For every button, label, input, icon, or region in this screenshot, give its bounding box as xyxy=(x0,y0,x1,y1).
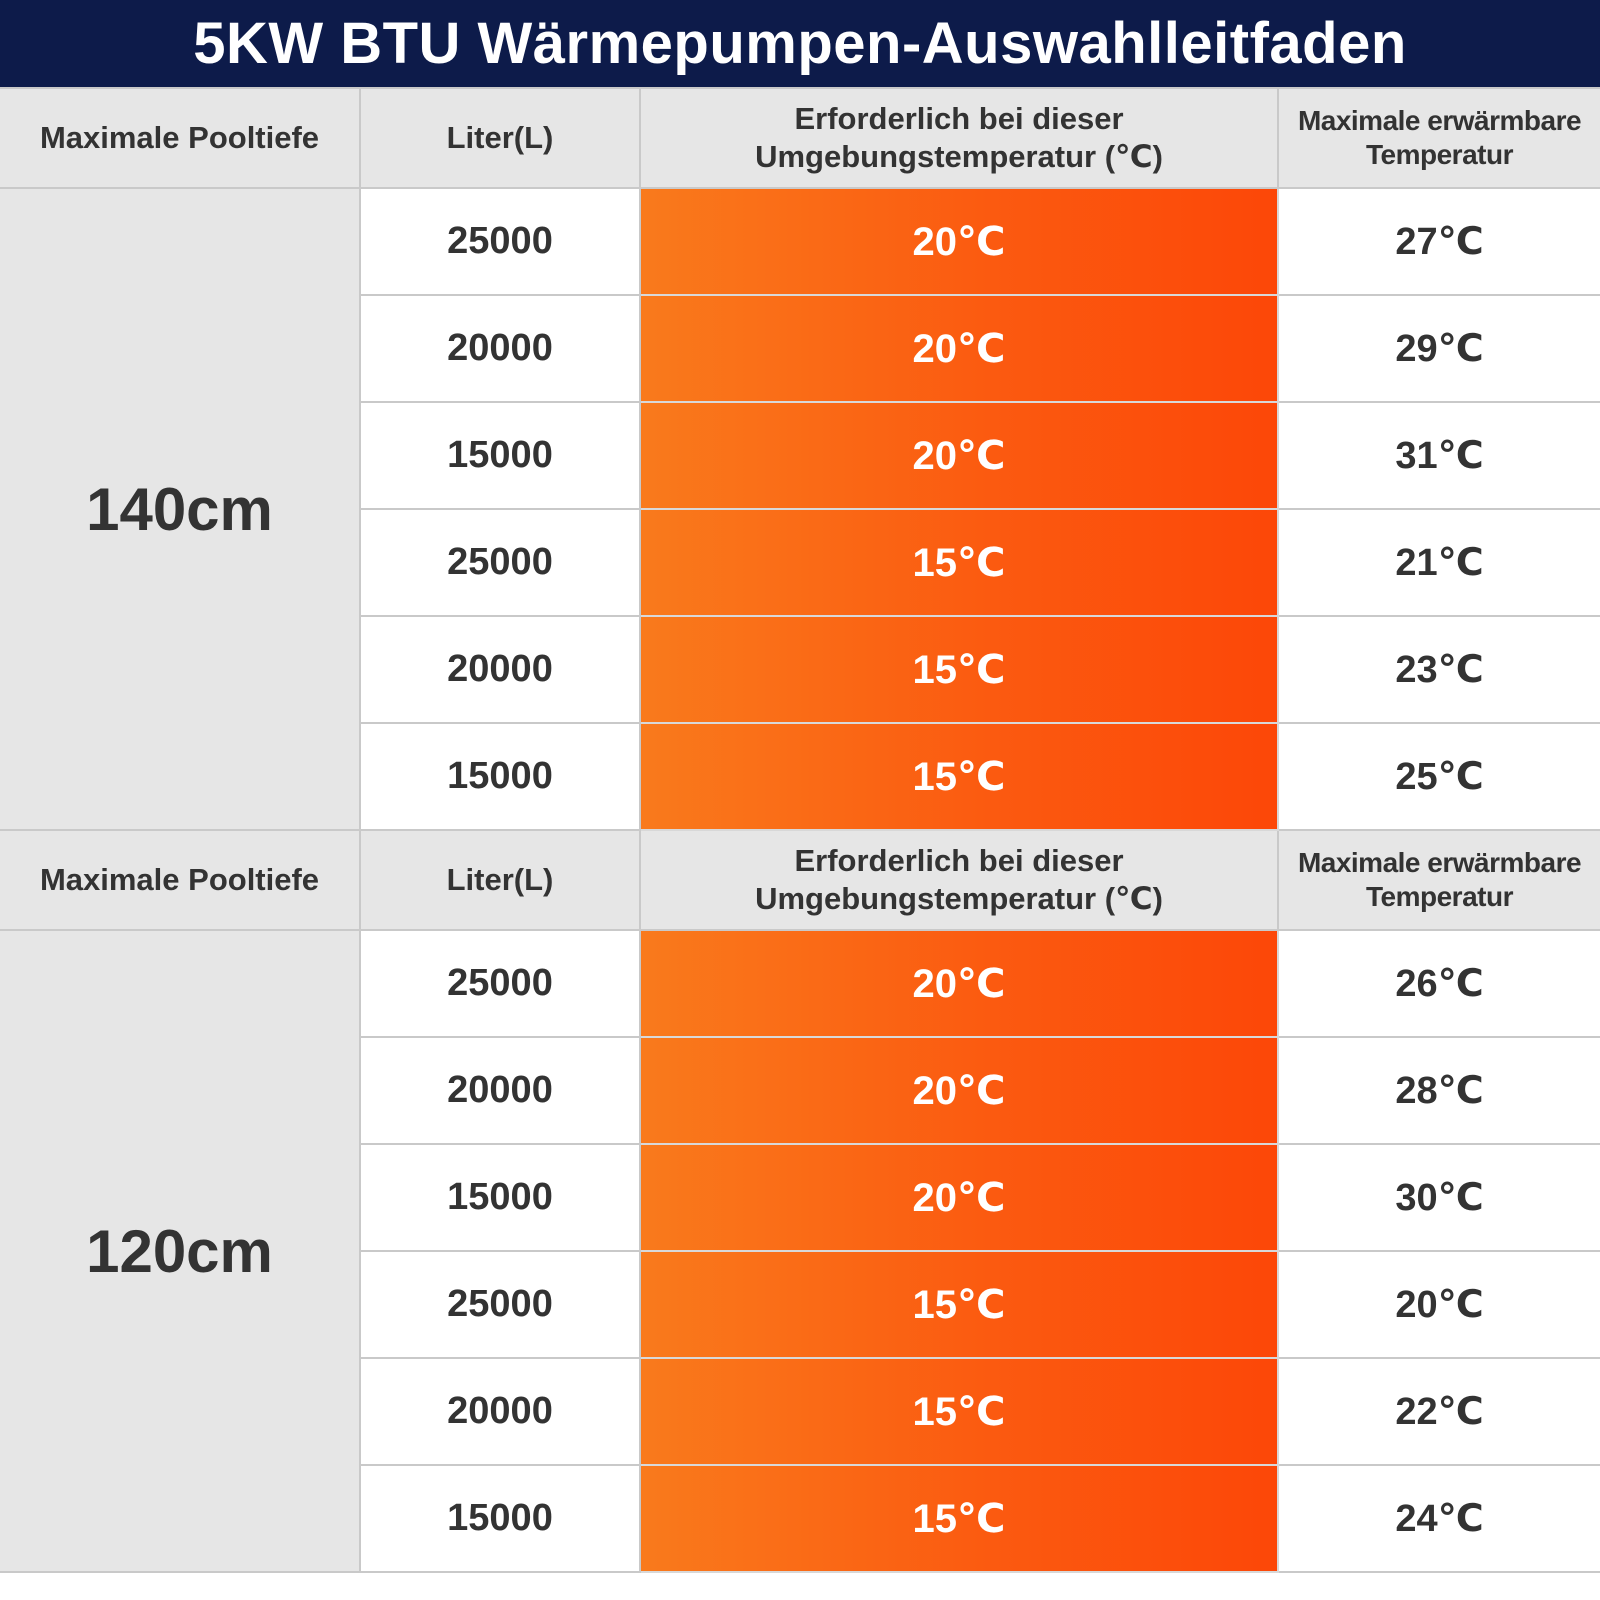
max-temperature-cell: 22℃ xyxy=(1278,1358,1600,1465)
ambient-temperature-cell: 20℃ xyxy=(640,930,1278,1037)
max-temperature-cell: 25℃ xyxy=(1278,723,1600,830)
max-temperature-cell: 26℃ xyxy=(1278,930,1600,1037)
max-temperature-cell: 28℃ xyxy=(1278,1037,1600,1144)
liters-cell: 15000 xyxy=(360,1465,640,1572)
max-temperature-cell: 23℃ xyxy=(1278,616,1600,723)
ambient-temperature-cell: 15℃ xyxy=(640,1358,1278,1465)
table-header-row xyxy=(0,830,1600,930)
header-max-line2: Temperatur xyxy=(1366,139,1513,170)
max-temperature-cell: 21℃ xyxy=(1278,509,1600,616)
liters-cell: 20000 xyxy=(360,1358,640,1465)
ambient-temperature-cell: 20℃ xyxy=(640,188,1278,295)
header-depth: Maximale Pooltiefe xyxy=(0,88,360,188)
liters-cell: 25000 xyxy=(360,188,640,295)
header-ambient-line1: Erforderlich bei dieser xyxy=(794,101,1124,136)
table-row xyxy=(0,188,1600,295)
ambient-temperature-cell: 20℃ xyxy=(640,1037,1278,1144)
header-liters: Liter(L) xyxy=(360,88,640,188)
header-ambient-line2: Umgebungstemperatur (℃) xyxy=(755,881,1163,916)
header-max-line2: Temperatur xyxy=(1366,881,1513,912)
ambient-temperature-cell: 15℃ xyxy=(640,1251,1278,1358)
pool-depth-cell: 120cm xyxy=(0,930,360,1572)
max-temperature-cell: 30℃ xyxy=(1278,1144,1600,1251)
header-max-temperature xyxy=(1278,830,1600,930)
selection-table-container xyxy=(0,87,1600,1573)
ambient-temperature-cell: 20℃ xyxy=(640,295,1278,402)
liters-cell: 25000 xyxy=(360,930,640,1037)
table-row xyxy=(0,930,1600,1037)
header-ambient-temperature xyxy=(640,830,1278,930)
table-header-row xyxy=(0,88,1600,188)
header-depth: Maximale Pooltiefe xyxy=(0,830,360,930)
ambient-temperature-cell: 15℃ xyxy=(640,1465,1278,1572)
header-ambient-line2: Umgebungstemperatur (℃) xyxy=(755,139,1163,174)
liters-cell: 20000 xyxy=(360,1037,640,1144)
liters-cell: 20000 xyxy=(360,295,640,402)
ambient-temperature-cell: 20℃ xyxy=(640,402,1278,509)
selection-table xyxy=(0,87,1600,1573)
liters-cell: 15000 xyxy=(360,402,640,509)
max-temperature-cell: 27℃ xyxy=(1278,188,1600,295)
ambient-temperature-cell: 15℃ xyxy=(640,723,1278,830)
max-temperature-cell: 31℃ xyxy=(1278,402,1600,509)
max-temperature-cell: 24℃ xyxy=(1278,1465,1600,1572)
liters-cell: 25000 xyxy=(360,1251,640,1358)
liters-cell: 20000 xyxy=(360,616,640,723)
pool-depth-cell: 140cm xyxy=(0,188,360,830)
liters-cell: 15000 xyxy=(360,1144,640,1251)
header-ambient-line1: Erforderlich bei dieser xyxy=(794,843,1124,878)
ambient-temperature-cell: 15℃ xyxy=(640,509,1278,616)
liters-cell: 15000 xyxy=(360,723,640,830)
ambient-temperature-cell: 20℃ xyxy=(640,1144,1278,1251)
header-max-line1: Maximale erwärmbare xyxy=(1297,847,1582,878)
header-max-line1: Maximale erwärmbare xyxy=(1297,105,1582,136)
max-temperature-cell: 29℃ xyxy=(1278,295,1600,402)
header-max-temperature xyxy=(1278,88,1600,188)
page-title: 5KW BTU Wärmepumpen-Auswahlleitfaden xyxy=(0,0,1600,87)
header-ambient-temperature xyxy=(640,88,1278,188)
ambient-temperature-cell: 15℃ xyxy=(640,616,1278,723)
liters-cell: 25000 xyxy=(360,509,640,616)
header-liters: Liter(L) xyxy=(360,830,640,930)
max-temperature-cell: 20℃ xyxy=(1278,1251,1600,1358)
